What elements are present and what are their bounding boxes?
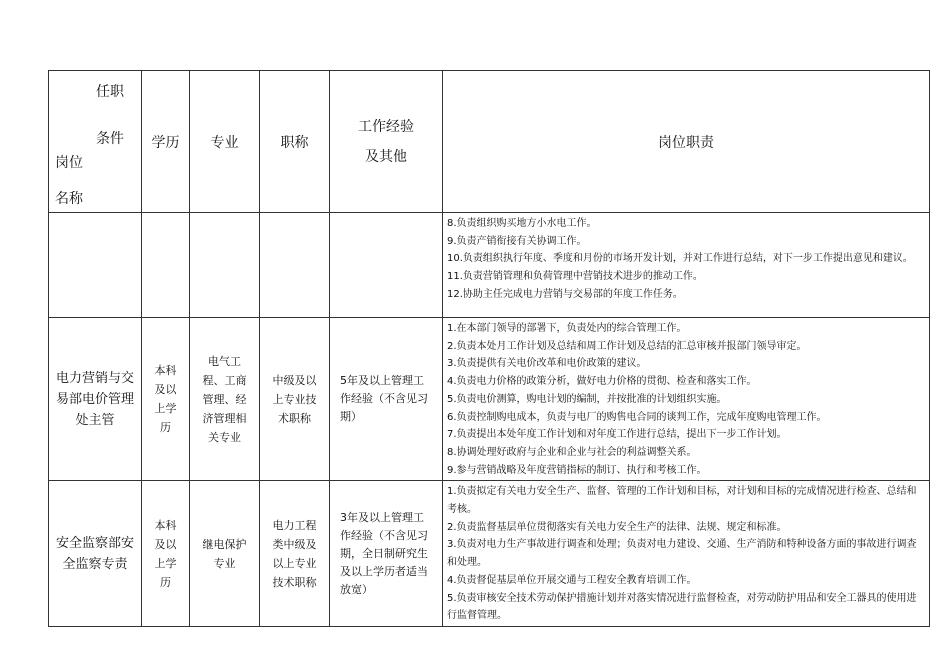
title-cell bbox=[260, 213, 330, 318]
duty-item: 2.负责监督基层单位贯彻落实有关电力安全生产的法律、法规、规定和标准。 bbox=[447, 521, 787, 533]
table-row bbox=[49, 213, 930, 318]
education-cell: 本科及以上学历 bbox=[142, 318, 190, 481]
duty-item: 2.负责本处月工作计划及总结和周工作计划及总结的汇总审核并报部门领导审定。 bbox=[447, 340, 807, 352]
header-experience-line1: 工作经验 bbox=[358, 118, 414, 135]
experience-cell: 3年及以上管理工作经验（不含见习期，全日制研究生及以上学历者适当放宽） bbox=[330, 481, 443, 627]
duty-item: 5.负责电价测算，购电计划的编制，并按批准的计划组织实施。 bbox=[447, 393, 727, 405]
corner-label-position: 岗位 bbox=[55, 155, 83, 171]
duty-item: 3.负责提供有关电价改革和电价政策的建议。 bbox=[447, 358, 647, 370]
education-cell: 本科及以上学历 bbox=[142, 481, 190, 627]
header-corner-cell bbox=[49, 71, 142, 213]
major-cell: 电气工程、工商管理、经济管理相关专业 bbox=[190, 318, 260, 481]
position-name: 安全监察部安全监察专责 bbox=[49, 481, 142, 627]
duties-cell bbox=[443, 318, 930, 481]
duty-item: 11.负责营销管理和负荷管理中营销技术进步的推动工作。 bbox=[447, 271, 703, 283]
duty-item: 9.参与营销战略及年度营销指标的制订、执行和考核工作。 bbox=[447, 464, 707, 476]
title-cell: 中级及以上专业技术职称 bbox=[260, 318, 330, 481]
duty-item: 4.负责电力价格的政策分析，做好电力价格的贯彻、检查和落实工作。 bbox=[447, 376, 757, 388]
corner-label-condition: 条件 bbox=[96, 131, 124, 147]
title-cell: 电力工程类中级及以上专业技术职称 bbox=[260, 481, 330, 627]
major-cell: 继电保护专业 bbox=[190, 481, 260, 627]
corner-label-name: 名称 bbox=[55, 191, 83, 207]
duty-item: 9.负责产销衔接有关协调工作。 bbox=[447, 235, 587, 247]
duties-cell bbox=[443, 481, 930, 627]
table-row bbox=[49, 318, 930, 481]
header-row bbox=[49, 71, 930, 213]
table-row bbox=[49, 481, 930, 627]
header-major: 专业 bbox=[190, 71, 260, 213]
education-cell bbox=[142, 213, 190, 318]
corner-label-requirement: 任职 bbox=[96, 84, 124, 100]
duty-item: 3.负责对电力生产事故进行调查和处理；负责对电力建设、交通、生产消防和特种设备方面的事故进行调查和处理。 bbox=[447, 539, 917, 569]
duty-item: 1.在本部门领导的部署下，负责处内的综合管理工作。 bbox=[447, 323, 687, 334]
duty-item: 12.协助主任完成电力营销与交易部的年度工作任务。 bbox=[447, 288, 683, 300]
header-duties: 岗位职责 bbox=[443, 71, 930, 213]
duty-item: 8.负责组织购买地方小水电工作。 bbox=[447, 218, 597, 229]
duty-item: 7.负责提出本处年度工作计划和对年度工作进行总结，提出下一步工作计划。 bbox=[447, 429, 787, 441]
header-education: 学历 bbox=[142, 71, 190, 213]
header-experience-line2: 及其他 bbox=[365, 148, 407, 165]
major-cell bbox=[190, 213, 260, 318]
experience-cell bbox=[330, 213, 443, 318]
duty-item: 8.协调处理好政府与企业和企业与社会的利益调整关系。 bbox=[447, 446, 697, 458]
experience-cell: 5年及以上管理工作经验（不含见习期） bbox=[330, 318, 443, 481]
header-title: 职称 bbox=[260, 71, 330, 213]
position-name bbox=[49, 213, 142, 318]
position-name: 电力营销与交易部电价管理处主管 bbox=[49, 318, 142, 481]
duties-cell bbox=[443, 213, 930, 318]
job-requirements-table bbox=[48, 70, 930, 627]
duty-item: 10.负责组织执行年度、季度和月份的市场开发计划，并对工作进行总结，对下一步工作提出意见和建议。 bbox=[447, 253, 913, 265]
duty-item: 6.负责控制购电成本，负责与电厂的购售电合同的谈判工作，完成年度购电管理工作。 bbox=[447, 411, 827, 423]
duty-item: 1.负责拟定有关电力安全生产、监督、管理的工作计划和目标，对计划和目标的完成情况进行检查、总结和考核。 bbox=[447, 486, 917, 516]
header-experience bbox=[330, 71, 443, 213]
duty-item: 4.负责督促基层单位开展交通与工程安全教育培训工作。 bbox=[447, 574, 697, 586]
duty-item: 5.负责审核安全技术劳动保护措施计划并对落实情况进行监督检查，对劳动防护用品和安全工器具的使用进行监督管理。 bbox=[447, 592, 917, 622]
